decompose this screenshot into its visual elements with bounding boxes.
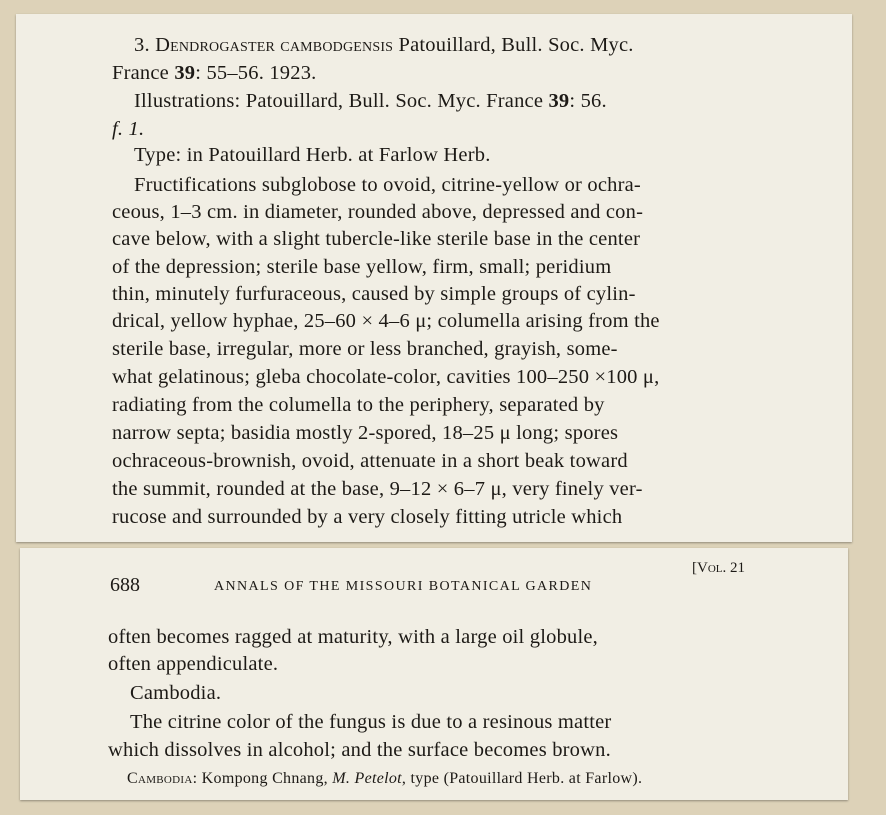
body-line: narrow septa; basidia mostly 2-spored, 18–25 μ long; spores [112, 422, 619, 444]
specimen-country: Cambodia [127, 770, 193, 787]
body-line: The citrine color of the fungus is due to a resinous matter [130, 711, 612, 733]
body-line: of the depression; sterile base yellow, firm, small; peridium [112, 256, 612, 278]
citation-journal: France [112, 62, 169, 84]
body-line: often becomes ragged at maturity, with a large oil globule, [108, 626, 598, 648]
specimen-note: , type (Patouillard Herb. at Farlow). [401, 770, 643, 787]
body-line: cave below, with a slight tubercle-like sterile base in the center [112, 228, 641, 250]
heading-line [134, 32, 634, 58]
figure-ref: f. 1. [112, 118, 145, 140]
body-line: drical, yellow hyphae, 25–60 × 4–6 μ; columella arising from the [112, 310, 660, 332]
body-line: rucose and surrounded by a very closely fitting utricle which [112, 506, 623, 528]
illustrations-page: : 56. [569, 90, 607, 112]
bottom-text-clipping [20, 548, 848, 800]
body-line: sterile base, irregular, more or less branched, grayish, some- [112, 338, 618, 360]
heading-citation: Patouillard, Bull. Soc. Myc. [398, 34, 634, 56]
body-line: what gelatinous; gleba chocolate-color, cavities 100–250 ×100 μ, [112, 366, 660, 388]
body-line: thin, minutely furfuraceous, caused by simple groups of cylin- [112, 283, 636, 305]
page-number: 688 [110, 574, 140, 596]
volume-label: [Vol. 21 [692, 560, 745, 576]
citation-volume: 39 [174, 62, 196, 84]
body-line: radiating from the columella to the periphery, separated by [112, 394, 605, 416]
locality-line: Cambodia. [130, 682, 222, 704]
body-line: which dissolves in alcohol; and the surface becomes brown. [108, 739, 611, 761]
body-line: ceous, 1–3 cm. in diameter, rounded above, depressed and con- [112, 201, 644, 223]
illustrations-text: Illustrations: Patouillard, Bull. Soc. Myc. France [134, 90, 544, 112]
body-line: ochraceous-brownish, ovoid, attenuate in a short beak toward [112, 450, 628, 472]
specimen-citation [127, 770, 642, 788]
body-line: Fructifications subglobose to ovoid, citrine-yellow or ochra- [134, 174, 641, 196]
illustrations-volume: 39 [548, 90, 570, 112]
citation-pages: : 55–56. 1923. [195, 62, 317, 84]
top-text-clipping [16, 14, 852, 542]
specimen-collector: M. Petelot [332, 770, 402, 787]
specimen-locality: : Kompong Chnang, [192, 770, 328, 787]
species-name: Dendrogaster cambodgensis [155, 34, 394, 56]
body-line: often appendiculate. [108, 653, 279, 675]
illustrations-line [134, 88, 607, 114]
species-number: 3. [134, 34, 150, 56]
type-line: Type: in Patouillard Herb. at Farlow Herb. [134, 144, 491, 166]
body-line: the summit, rounded at the base, 9–12 × 6–7 μ, very finely ver- [112, 478, 643, 500]
citation-line-2 [112, 60, 316, 86]
running-title: ANNALS OF THE MISSOURI BOTANICAL GARDEN [214, 579, 593, 594]
